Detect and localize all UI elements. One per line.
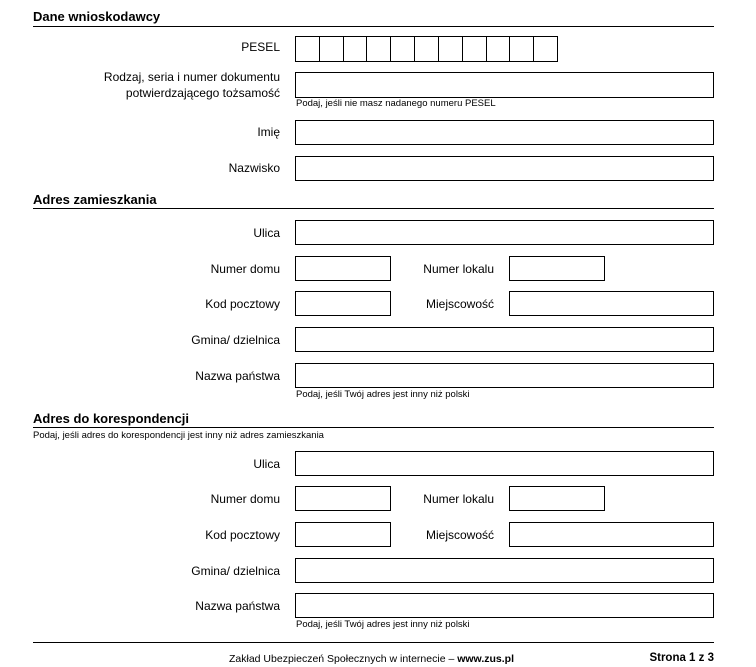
residence-city-label: Miejscowość [425,297,494,311]
correspondence-country-label: Nazwa państwa [195,599,280,613]
correspondence-city-input[interactable] [509,522,714,547]
correspondence-house-no-input[interactable] [295,486,391,511]
correspondence-street-input[interactable] [295,451,714,476]
residence-city-input[interactable] [509,291,714,316]
first-name-label: Imię [257,125,280,139]
residence-street-label: Ulica [253,226,280,240]
section-divider [33,26,714,27]
residence-flat-no-input[interactable] [509,256,605,281]
correspondence-country-hint: Podaj, jeśli Twój adres jest inny niż polski [296,619,470,630]
document-hint: Podaj, jeśli nie masz nadanego numeru PESEL [296,98,496,109]
residence-postal-code-input[interactable] [295,291,391,316]
document-input[interactable] [295,72,714,98]
footer-text [229,653,514,665]
residence-commune-label: Gmina/ dzielnica [191,333,280,347]
correspondence-commune-input[interactable] [295,558,714,583]
correspondence-commune-label: Gmina/ dzielnica [191,564,280,578]
correspondence-city-label: Miejscowość [425,528,494,542]
section-divider [33,208,714,209]
pesel-digit-cell[interactable] [296,37,320,61]
section-title-residence: Adres zamieszkania [33,192,157,207]
correspondence-subtitle: Podaj, jeśli adres do korespondencji jest inny niż adres zamieszkania [33,430,324,441]
pesel-label: PESEL [241,40,280,54]
pesel-digit-cell[interactable] [510,37,534,61]
section-title-applicant: Dane wnioskodawcy [33,9,161,24]
first-name-input[interactable] [295,120,714,145]
pesel-digit-cell[interactable] [463,37,487,61]
footer-divider [33,642,714,643]
correspondence-postal-code-input[interactable] [295,522,391,547]
residence-commune-input[interactable] [295,327,714,352]
last-name-label: Nazwisko [228,161,280,175]
pesel-digit-cell[interactable] [534,37,557,61]
document-label-line1: Rodzaj, seria i numer dokumentu [103,70,280,84]
correspondence-country-input[interactable] [295,593,714,618]
residence-postal-code-label: Kod pocztowy [205,297,280,311]
residence-house-no-input[interactable] [295,256,391,281]
pesel-digit-cell[interactable] [391,37,415,61]
correspondence-postal-code-label: Kod pocztowy [205,528,280,542]
section-divider [33,427,714,428]
correspondence-house-no-label: Numer domu [210,492,280,506]
pesel-digit-cell[interactable] [367,37,391,61]
pesel-digit-cell[interactable] [415,37,439,61]
footer-link[interactable]: www.zus.pl [457,653,514,665]
last-name-input[interactable] [295,156,714,181]
residence-flat-no-label: Numer lokalu [423,262,494,276]
residence-country-hint: Podaj, jeśli Twój adres jest inny niż polski [296,389,470,400]
pesel-digit-cell[interactable] [487,37,511,61]
pesel-input[interactable] [295,36,558,62]
document-label-line2: potwierdzającego tożsamość [125,86,280,100]
residence-house-no-label: Numer domu [210,262,280,276]
correspondence-flat-no-input[interactable] [509,486,605,511]
residence-street-input[interactable] [295,220,714,245]
correspondence-street-label: Ulica [253,457,280,471]
residence-country-label: Nazwa państwa [195,369,280,383]
residence-country-input[interactable] [295,363,714,388]
footer-label: Zakład Ubezpieczeń Społecznych w internecie – [229,653,458,665]
correspondence-flat-no-label: Numer lokalu [423,492,494,506]
section-title-correspondence: Adres do korespondencji [33,411,190,426]
pesel-digit-cell[interactable] [320,37,344,61]
pesel-digit-cell[interactable] [439,37,463,61]
page-number: Strona 1 z 3 [649,652,714,664]
pesel-digit-cell[interactable] [344,37,368,61]
